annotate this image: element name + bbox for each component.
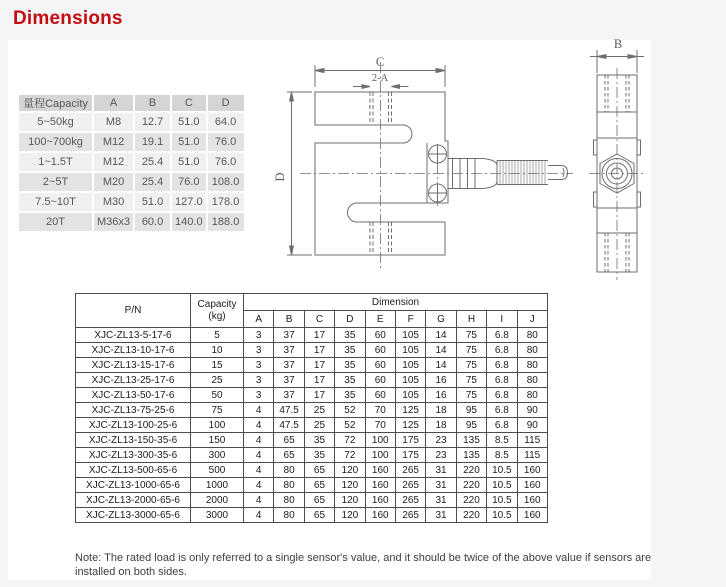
table-cell: 80: [517, 388, 547, 403]
table-cell: 265: [395, 478, 425, 493]
column-header: A: [94, 95, 133, 111]
table-row: [76, 463, 548, 478]
table-row: [19, 153, 244, 171]
column-header: J: [517, 311, 547, 328]
table-cell: 3: [244, 358, 274, 373]
table-cell: 25: [191, 373, 244, 388]
table-cell: 17: [304, 358, 334, 373]
table-cell: 6.8: [487, 328, 517, 343]
table-cell: 140.0: [172, 213, 206, 231]
table-cell: 10: [191, 343, 244, 358]
table-cell: 60: [365, 373, 395, 388]
table-cell: 75: [456, 388, 486, 403]
table-cell: 220: [456, 508, 486, 523]
capacity-column-header: [191, 294, 244, 328]
table-row: [76, 493, 548, 508]
table-row: [76, 508, 548, 523]
table-cell: 95: [456, 403, 486, 418]
table-cell: 135: [456, 433, 486, 448]
table-cell: 31: [426, 493, 456, 508]
column-header: A: [244, 311, 274, 328]
table-row: [19, 133, 244, 151]
table-cell: M30: [94, 193, 133, 211]
column-header: B: [274, 311, 304, 328]
table-cell: 3: [244, 388, 274, 403]
dimension-table-header: [76, 294, 548, 328]
table-cell: 115: [517, 433, 547, 448]
table-cell: 23: [426, 448, 456, 463]
table-cell: 4: [244, 448, 274, 463]
capacity-header-line1: Capacity: [197, 298, 237, 310]
table-cell: 178.0: [208, 193, 244, 211]
table-cell: 12.7: [135, 113, 170, 131]
table-cell: 265: [395, 463, 425, 478]
table-cell: 95: [456, 418, 486, 433]
table-cell: 51.0: [172, 113, 206, 131]
table-cell: 10.5: [487, 463, 517, 478]
table-cell: 17: [304, 328, 334, 343]
table-header-row: [76, 294, 548, 311]
table-cell: 7.5~10T: [19, 193, 92, 211]
table-cell: 75: [456, 373, 486, 388]
table-cell: 80: [517, 373, 547, 388]
pn-column-header: P/N: [76, 294, 191, 328]
table-cell: 35: [304, 448, 334, 463]
table-cell: 6.8: [487, 343, 517, 358]
table-cell: 80: [274, 493, 304, 508]
table-cell: 47.5: [274, 403, 304, 418]
table-cell: 60: [365, 358, 395, 373]
column-header: B: [135, 95, 170, 111]
centerlines-front: [300, 62, 573, 268]
table-cell: 35: [335, 373, 365, 388]
table-cell: XJC-ZL13-10-17-6: [76, 343, 191, 358]
table-header-row: [19, 95, 244, 111]
dimension-group-header: Dimension: [244, 294, 548, 311]
table-cell: XJC-ZL13-2000-65-6: [76, 493, 191, 508]
table-cell: 14: [426, 343, 456, 358]
table-cell: 6.8: [487, 373, 517, 388]
table-cell: 64.0: [208, 113, 244, 131]
table-cell: 25: [304, 403, 334, 418]
table-cell: 4: [244, 463, 274, 478]
table-cell: 14: [426, 328, 456, 343]
table-cell: 115: [517, 448, 547, 463]
column-header: C: [172, 95, 206, 111]
table-cell: 20T: [19, 213, 92, 231]
dim-label-c: C: [375, 55, 385, 69]
table-cell: 5~50kg: [19, 113, 92, 131]
capacity-table-body: [19, 113, 244, 231]
column-header: H: [456, 311, 486, 328]
dim-label-2a: 2-A: [371, 73, 389, 84]
table-cell: 10.5: [487, 478, 517, 493]
table-cell: XJC-ZL13-75-25-6: [76, 403, 191, 418]
table-cell: 80: [274, 463, 304, 478]
table-cell: 188.0: [208, 213, 244, 231]
table-cell: 100: [365, 448, 395, 463]
table-cell: M12: [94, 153, 133, 171]
table-cell: 125: [395, 418, 425, 433]
table-cell: 160: [517, 463, 547, 478]
table-cell: 160: [365, 508, 395, 523]
table-cell: XJC-ZL13-1000-65-6: [76, 478, 191, 493]
table-cell: 160: [365, 478, 395, 493]
table-cell: M36x3: [94, 213, 133, 231]
table-cell: 160: [517, 508, 547, 523]
table-cell: 35: [335, 358, 365, 373]
dimension-table-body: [76, 328, 548, 523]
table-cell: 8.5: [487, 448, 517, 463]
capacity-table: [17, 93, 246, 233]
table-cell: 127.0: [172, 193, 206, 211]
table-row: [19, 193, 244, 211]
table-cell: 35: [304, 433, 334, 448]
column-header: F: [395, 311, 425, 328]
table-cell: 175: [395, 448, 425, 463]
table-cell: 500: [191, 463, 244, 478]
table-cell: 125: [395, 403, 425, 418]
table-cell: 14: [426, 358, 456, 373]
table-cell: XJC-ZL13-50-17-6: [76, 388, 191, 403]
table-cell: 100~700kg: [19, 133, 92, 151]
column-header: C: [304, 311, 334, 328]
table-cell: 52: [335, 418, 365, 433]
table-cell: 31: [426, 463, 456, 478]
table-cell: 16: [426, 388, 456, 403]
table-cell: 16: [426, 373, 456, 388]
table-cell: 160: [365, 493, 395, 508]
table-cell: 265: [395, 493, 425, 508]
table-cell: XJC-ZL13-5-17-6: [76, 328, 191, 343]
table-cell: 80: [517, 358, 547, 373]
table-row: [76, 448, 548, 463]
table-cell: 120: [335, 463, 365, 478]
table-cell: 75: [456, 358, 486, 373]
table-row: [19, 113, 244, 131]
table-cell: 1000: [191, 478, 244, 493]
dimension-table: [75, 293, 548, 523]
capacity-header-line2: (kg): [208, 310, 226, 322]
table-cell: 70: [365, 403, 395, 418]
table-cell: 220: [456, 493, 486, 508]
table-cell: 105: [395, 388, 425, 403]
table-cell: 72: [335, 448, 365, 463]
table-cell: 75: [456, 343, 486, 358]
table-cell: 4: [244, 493, 274, 508]
table-cell: 35: [335, 388, 365, 403]
table-cell: 90: [517, 403, 547, 418]
table-cell: XJC-ZL13-3000-65-6: [76, 508, 191, 523]
table-cell: 80: [274, 478, 304, 493]
table-cell: 120: [335, 508, 365, 523]
table-cell: 150: [191, 433, 244, 448]
table-cell: 6.8: [487, 403, 517, 418]
phillips-screw-top: [429, 145, 447, 163]
table-cell: 23: [426, 433, 456, 448]
table-cell: 31: [426, 478, 456, 493]
table-cell: 4: [244, 403, 274, 418]
side-view: [589, 37, 645, 280]
table-cell: 60: [365, 328, 395, 343]
dim-label-d: D: [273, 172, 287, 182]
table-cell: 160: [517, 478, 547, 493]
threaded-fitting: [497, 161, 548, 185]
table-cell: 80: [274, 508, 304, 523]
table-cell: 37: [274, 373, 304, 388]
table-cell: 80: [517, 328, 547, 343]
table-cell: 65: [304, 508, 334, 523]
table-cell: 75: [191, 403, 244, 418]
table-row: [76, 358, 548, 373]
table-cell: 75: [456, 328, 486, 343]
table-cell: 17: [304, 343, 334, 358]
table-cell: 18: [426, 418, 456, 433]
table-cell: M12: [94, 133, 133, 151]
table-cell: 37: [274, 358, 304, 373]
table-cell: 3: [244, 343, 274, 358]
table-cell: 4: [244, 478, 274, 493]
table-cell: 70: [365, 418, 395, 433]
table-cell: 50: [191, 388, 244, 403]
footnote: Note: The rated load is only referred to a single sensor's value, and it should be twice of the above value if sensors are installed on both sides.: [75, 552, 652, 578]
table-cell: 6.8: [487, 358, 517, 373]
table-cell: 10.5: [487, 508, 517, 523]
table-cell: 175: [395, 433, 425, 448]
table-cell: 4: [244, 418, 274, 433]
table-row: [76, 328, 548, 343]
table-cell: 15: [191, 358, 244, 373]
table-cell: 51.0: [172, 153, 206, 171]
table-cell: 265: [395, 508, 425, 523]
table-cell: 6.8: [487, 388, 517, 403]
table-cell: XJC-ZL13-300-35-6: [76, 448, 191, 463]
table-cell: 19.1: [135, 133, 170, 151]
table-cell: 220: [456, 478, 486, 493]
table-cell: 17: [304, 373, 334, 388]
table-cell: XJC-ZL13-500-65-6: [76, 463, 191, 478]
table-cell: 105: [395, 373, 425, 388]
table-cell: M8: [94, 113, 133, 131]
table-cell: XJC-ZL13-150-35-6: [76, 433, 191, 448]
table-cell: XJC-ZL13-15-17-6: [76, 358, 191, 373]
table-cell: 51.0: [135, 193, 170, 211]
table-cell: 37: [274, 328, 304, 343]
table-cell: M20: [94, 173, 133, 191]
table-cell: 108.0: [208, 173, 244, 191]
table-cell: 3: [244, 373, 274, 388]
table-cell: XJC-ZL13-100-25-6: [76, 418, 191, 433]
table-cell: 60: [365, 343, 395, 358]
table-cell: 31: [426, 508, 456, 523]
table-cell: 105: [395, 328, 425, 343]
table-cell: 100: [191, 418, 244, 433]
table-row: [19, 173, 244, 191]
table-cell: 65: [304, 478, 334, 493]
table-cell: 18: [426, 403, 456, 418]
technical-drawing: [255, 30, 715, 292]
table-cell: 35: [335, 343, 365, 358]
table-cell: 60.0: [135, 213, 170, 231]
table-row: [76, 388, 548, 403]
table-cell: 220: [456, 463, 486, 478]
table-cell: 3: [244, 328, 274, 343]
table-row: [76, 403, 548, 418]
table-row: [76, 478, 548, 493]
table-cell: 37: [274, 388, 304, 403]
table-cell: 76.0: [208, 153, 244, 171]
column-header: E: [365, 311, 395, 328]
front-view: [273, 55, 573, 268]
table-cell: 25.4: [135, 173, 170, 191]
table-cell: 160: [365, 463, 395, 478]
capacity-table-header: [19, 95, 244, 111]
table-row: [76, 373, 548, 388]
table-cell: 4: [244, 433, 274, 448]
page-title: Dimensions: [13, 8, 123, 29]
table-row: [76, 433, 548, 448]
table-cell: 17: [304, 388, 334, 403]
table-cell: 25: [304, 418, 334, 433]
table-cell: 10.5: [487, 493, 517, 508]
table-cell: 80: [517, 343, 547, 358]
table-cell: 105: [395, 358, 425, 373]
table-cell: 65: [274, 433, 304, 448]
dim-label-b: B: [613, 37, 623, 51]
table-cell: 37: [274, 343, 304, 358]
table-row: [76, 418, 548, 433]
table-cell: XJC-ZL13-25-17-6: [76, 373, 191, 388]
cable: [548, 166, 568, 180]
table-cell: 72: [335, 433, 365, 448]
table-cell: 6.8: [487, 418, 517, 433]
table-cell: 35: [335, 328, 365, 343]
table-cell: 8.5: [487, 433, 517, 448]
table-cell: 51.0: [172, 133, 206, 151]
table-cell: 52: [335, 403, 365, 418]
table-cell: 65: [304, 463, 334, 478]
table-cell: 100: [365, 433, 395, 448]
table-cell: 1~1.5T: [19, 153, 92, 171]
table-cell: 25.4: [135, 153, 170, 171]
column-header: G: [426, 311, 456, 328]
column-header: 量程Capacity: [19, 95, 92, 111]
column-header: I: [487, 311, 517, 328]
table-cell: 2~5T: [19, 173, 92, 191]
table-cell: 135: [456, 448, 486, 463]
table-cell: 105: [395, 343, 425, 358]
table-cell: 3000: [191, 508, 244, 523]
phillips-screw-bottom: [429, 184, 447, 202]
table-cell: 47.5: [274, 418, 304, 433]
table-row: [76, 343, 548, 358]
table-cell: 60: [365, 388, 395, 403]
table-cell: 65: [304, 493, 334, 508]
column-header: D: [335, 311, 365, 328]
table-cell: 4: [244, 508, 274, 523]
table-cell: 90: [517, 418, 547, 433]
table-cell: 2000: [191, 493, 244, 508]
table-cell: 65: [274, 448, 304, 463]
column-header: D: [208, 95, 244, 111]
table-cell: 5: [191, 328, 244, 343]
table-cell: 300: [191, 448, 244, 463]
table-row: [19, 213, 244, 231]
table-cell: 120: [335, 493, 365, 508]
table-cell: 76.0: [172, 173, 206, 191]
table-cell: 76.0: [208, 133, 244, 151]
table-cell: 160: [517, 493, 547, 508]
table-cell: 120: [335, 478, 365, 493]
